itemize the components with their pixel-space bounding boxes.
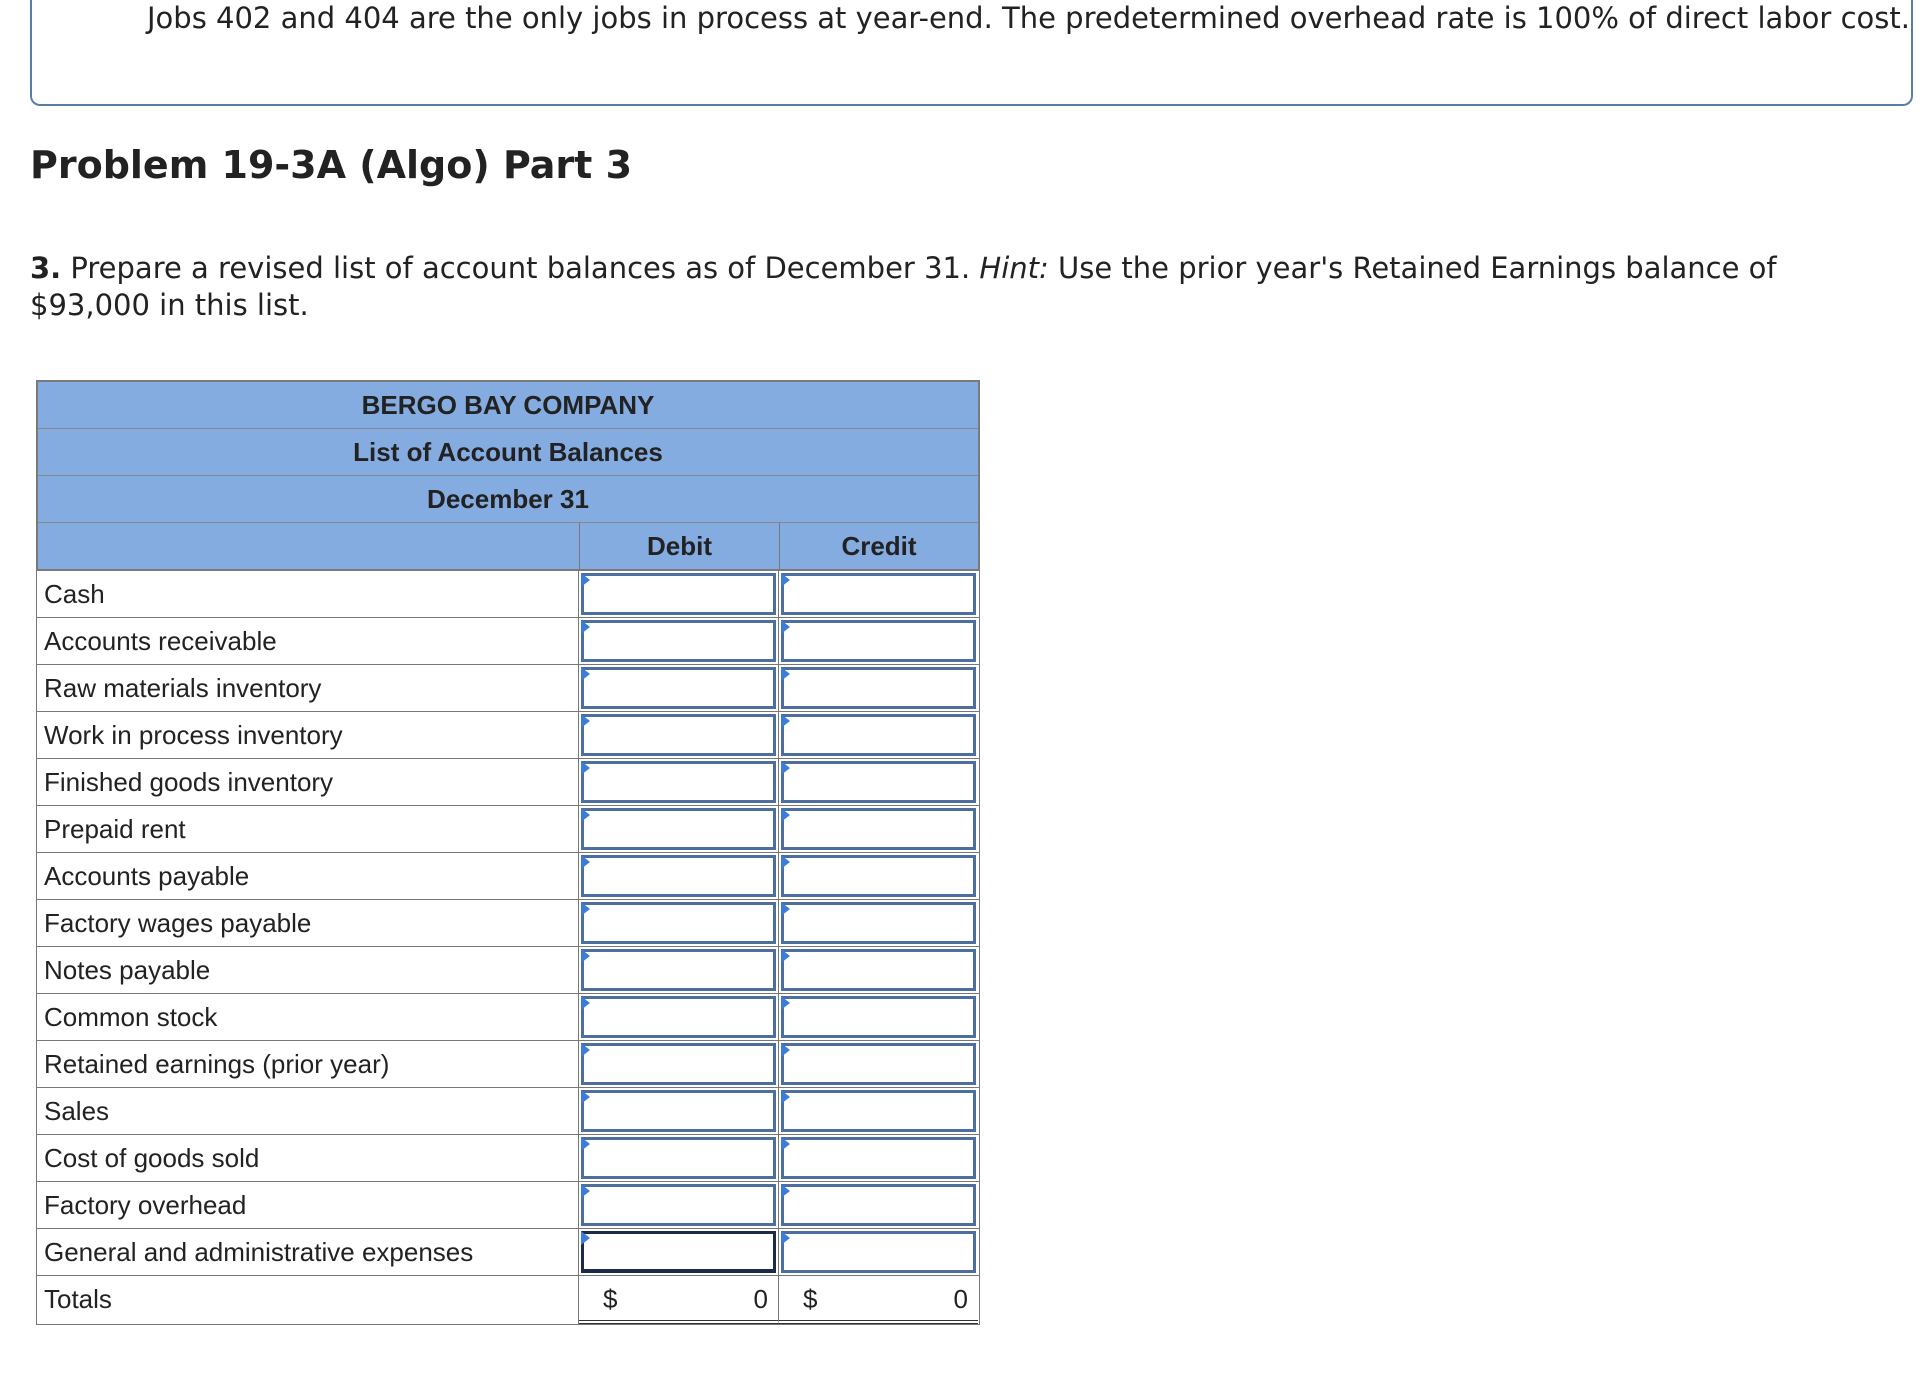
- debit-cell: [579, 806, 779, 852]
- account-row: [37, 806, 979, 853]
- worksheet-header: [36, 380, 980, 571]
- cell-marker-icon: [581, 949, 590, 963]
- credit-cell: [779, 665, 978, 711]
- credit-total-currency: $: [803, 1284, 818, 1314]
- debit-cell: [579, 994, 779, 1040]
- statement-title: List of Account Balances: [38, 429, 978, 476]
- cell-marker-icon: [581, 620, 590, 634]
- debit-input[interactable]: [581, 714, 776, 756]
- credit-input[interactable]: [781, 1137, 976, 1179]
- account-row: [37, 665, 979, 712]
- debit-input[interactable]: [581, 667, 776, 709]
- cell-marker-icon: [581, 714, 590, 728]
- debit-input[interactable]: [581, 1137, 776, 1179]
- account-row: [37, 1229, 979, 1276]
- account-row: [37, 994, 979, 1041]
- cell-marker-icon: [781, 902, 790, 916]
- account-label: Raw materials inventory: [37, 665, 579, 711]
- debit-input[interactable]: [581, 808, 776, 850]
- debit-cell: [579, 947, 779, 993]
- debit-input[interactable]: [581, 573, 776, 615]
- cell-marker-icon: [581, 1090, 590, 1104]
- cell-marker-icon: [581, 667, 590, 681]
- credit-cell: [779, 853, 978, 899]
- debit-input[interactable]: [581, 761, 776, 803]
- credit-cell: [779, 806, 978, 852]
- account-row: [37, 712, 979, 759]
- credit-cell: [779, 1229, 978, 1275]
- debit-column-header: Debit: [580, 523, 780, 569]
- debit-cell: [579, 618, 779, 664]
- account-label: Cash: [37, 571, 579, 617]
- account-label: Retained earnings (prior year): [37, 1041, 579, 1087]
- totals-row: [36, 1276, 980, 1325]
- cell-marker-icon: [781, 620, 790, 634]
- credit-input[interactable]: [781, 902, 976, 944]
- credit-input[interactable]: [781, 667, 976, 709]
- debit-cell: [579, 712, 779, 758]
- debit-cell: [579, 1182, 779, 1228]
- cell-marker-icon: [581, 761, 590, 775]
- account-row: [37, 900, 979, 947]
- credit-cell: [779, 712, 978, 758]
- cell-marker-icon: [781, 1184, 790, 1198]
- credit-input[interactable]: [781, 1043, 976, 1085]
- credit-input[interactable]: [781, 996, 976, 1038]
- account-row: [37, 1088, 979, 1135]
- question-number: 3.: [30, 251, 62, 285]
- cell-marker-icon: [781, 714, 790, 728]
- cell-marker-icon: [581, 1184, 590, 1198]
- credit-input[interactable]: [781, 949, 976, 991]
- credit-cell: [779, 759, 978, 805]
- info-text: Jobs 402 and 404 are the only jobs in process at year-end. The predetermined overhead rate is 100% of direct labor cost.: [147, 1, 1910, 35]
- totals-label: Totals: [37, 1276, 579, 1324]
- account-label: Work in process inventory: [37, 712, 579, 758]
- credit-total: [779, 1276, 978, 1324]
- debit-input[interactable]: [581, 855, 776, 897]
- account-label: Prepaid rent: [37, 806, 579, 852]
- account-row: [37, 947, 979, 994]
- debit-cell: [579, 1088, 779, 1134]
- credit-input[interactable]: [781, 573, 976, 615]
- question-text: [30, 250, 1890, 324]
- credit-input[interactable]: [781, 855, 976, 897]
- debit-cell: [579, 900, 779, 946]
- credit-cell: [779, 1182, 978, 1228]
- debit-input[interactable]: [581, 620, 776, 662]
- cell-marker-icon: [781, 1137, 790, 1151]
- cell-marker-icon: [581, 855, 590, 869]
- info-box: [30, 0, 1913, 106]
- credit-cell: [779, 571, 978, 617]
- debit-total-value: 0: [753, 1284, 768, 1314]
- credit-input[interactable]: [781, 1231, 976, 1273]
- credit-cell: [779, 1041, 978, 1087]
- account-row: [37, 1041, 979, 1088]
- question-text-part2: Use the prior year's Retained Earnings balance of $93,000 in this list.: [30, 251, 1777, 322]
- credit-input[interactable]: [781, 761, 976, 803]
- credit-cell: [779, 1135, 978, 1181]
- debit-input[interactable]: [581, 1231, 776, 1273]
- statement-date: December 31: [38, 476, 978, 523]
- credit-cell: [779, 947, 978, 993]
- account-label: Accounts receivable: [37, 618, 579, 664]
- debit-input[interactable]: [581, 1043, 776, 1085]
- credit-input[interactable]: [781, 1184, 976, 1226]
- cell-marker-icon: [781, 573, 790, 587]
- account-label: Sales: [37, 1088, 579, 1134]
- account-label: Factory wages payable: [37, 900, 579, 946]
- problem-title: Problem 19-3A (Algo) Part 3: [30, 143, 633, 187]
- debit-input[interactable]: [581, 949, 776, 991]
- cell-marker-icon: [781, 996, 790, 1010]
- account-label: Cost of goods sold: [37, 1135, 579, 1181]
- debit-total: [579, 1276, 779, 1324]
- debit-cell: [579, 1135, 779, 1181]
- debit-input[interactable]: [581, 902, 776, 944]
- column-header-row: [38, 523, 978, 569]
- cell-marker-icon: [581, 808, 590, 822]
- cell-marker-icon: [581, 1043, 590, 1057]
- account-row: [37, 759, 979, 806]
- debit-cell: [579, 1041, 779, 1087]
- company-name: BERGO BAY COMPANY: [38, 382, 978, 429]
- credit-total-value: 0: [953, 1284, 968, 1314]
- account-label: Factory overhead: [37, 1182, 579, 1228]
- credit-cell: [779, 994, 978, 1040]
- label-column-header: [38, 523, 580, 569]
- credit-cell: [779, 618, 978, 664]
- debit-cell: [579, 1229, 779, 1275]
- debit-cell: [579, 759, 779, 805]
- cell-marker-icon: [581, 1137, 590, 1151]
- debit-input[interactable]: [581, 996, 776, 1038]
- account-label: Common stock: [37, 994, 579, 1040]
- cell-marker-icon: [781, 808, 790, 822]
- cell-marker-icon: [581, 902, 590, 916]
- cell-marker-icon: [781, 949, 790, 963]
- account-label: General and administrative expenses: [37, 1229, 579, 1275]
- account-row: [37, 853, 979, 900]
- hint-label: Hint:: [979, 251, 1049, 285]
- debit-cell: [579, 665, 779, 711]
- account-row: [37, 1182, 979, 1229]
- credit-input[interactable]: [781, 714, 976, 756]
- credit-cell: [779, 1088, 978, 1134]
- account-rows: [36, 571, 980, 1276]
- debit-input[interactable]: [581, 1090, 776, 1132]
- account-label: Accounts payable: [37, 853, 579, 899]
- cell-marker-icon: [581, 996, 590, 1010]
- cell-marker-icon: [581, 1231, 590, 1245]
- account-row: [37, 571, 979, 618]
- credit-column-header: Credit: [841, 531, 917, 561]
- account-row: [37, 618, 979, 665]
- credit-input[interactable]: [781, 620, 976, 662]
- cell-marker-icon: [781, 1043, 790, 1057]
- account-label: Notes payable: [37, 947, 579, 993]
- account-label: Finished goods inventory: [37, 759, 579, 805]
- cell-marker-icon: [581, 573, 590, 587]
- question-text-part1: Prepare a revised list of account balances as of December 31.: [70, 251, 971, 285]
- cell-marker-icon: [781, 1231, 790, 1245]
- account-balances-worksheet: [36, 380, 980, 1325]
- debit-input[interactable]: [581, 1184, 776, 1226]
- credit-cell: [779, 900, 978, 946]
- cell-marker-icon: [781, 1090, 790, 1104]
- credit-input[interactable]: [781, 808, 976, 850]
- debit-cell: [579, 853, 779, 899]
- cell-marker-icon: [781, 855, 790, 869]
- cell-marker-icon: [781, 667, 790, 681]
- debit-cell: [579, 571, 779, 617]
- credit-input[interactable]: [781, 1090, 976, 1132]
- account-row: [37, 1135, 979, 1182]
- debit-total-currency: $: [603, 1284, 618, 1314]
- cell-marker-icon: [781, 761, 790, 775]
